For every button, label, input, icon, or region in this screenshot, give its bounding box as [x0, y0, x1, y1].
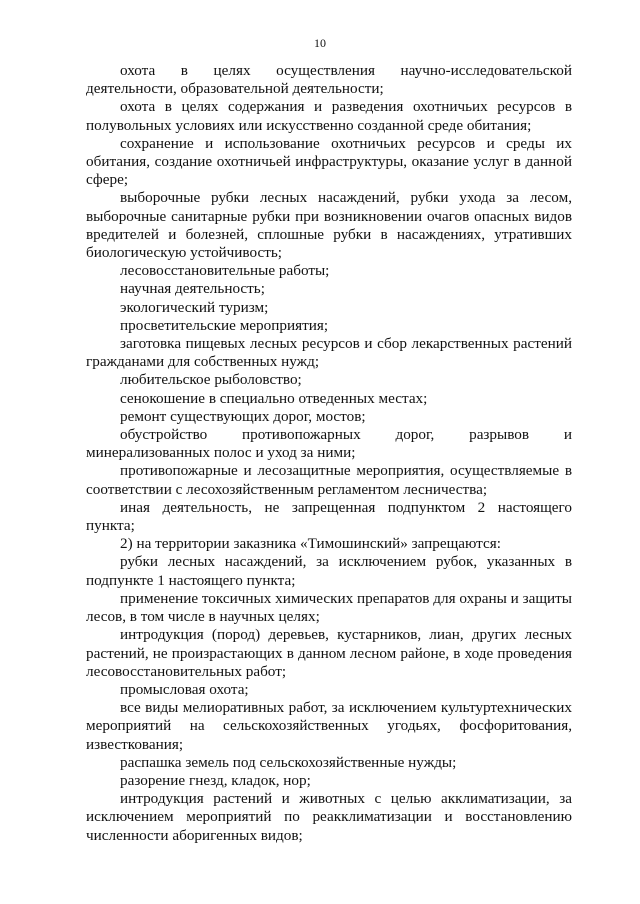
- paragraph: ремонт существующих дорог, мостов;: [120, 407, 366, 425]
- paragraph: рубки лесных насаждений, за исключением рубок, указанных в подпункте 1 настоящего пункта;: [86, 553, 572, 589]
- paragraph: интродукция (пород) деревьев, кустарников, лиан, других лесных растений, не произрастающих в данном лесном районе, в ходе проведения лесовосстановительных работ;: [86, 626, 572, 680]
- paragraph: экологический туризм;: [120, 298, 269, 316]
- paragraph: любительское рыболовство;: [120, 371, 302, 389]
- paragraph: сенокошение в специально отведенных местах;: [120, 389, 428, 407]
- paragraph: выборочные рубки лесных насаждений, рубки ухода за лесом, выборочные санитарные рубки при возникновении очагов опасных видов вредителей и болезней, сплошные рубки в насаждениях, утративших биологическую устойчивость;: [86, 189, 572, 262]
- paragraph: разорение гнезд, кладок, нор;: [120, 771, 311, 789]
- paragraph: охота в целях осуществления научно-исследовательской деятельности, образовательной деятельности;: [86, 62, 572, 98]
- paragraph: промысловая охота;: [120, 680, 249, 698]
- paragraph: противопожарные и лесозащитные мероприятия, осуществляемые в соответствии с лесохозяйственным регламентом лесничества;: [86, 462, 572, 498]
- paragraph: обустройство противопожарных дорог, разрывов и минерализованных полос и уход за ними;: [86, 426, 572, 462]
- paragraph: иная деятельность, не запрещенная подпунктом 2 настоящего пункта;: [86, 498, 572, 535]
- paragraph: применение токсичных химических препаратов для охраны и защиты лесов, в том числе в научных целях;: [86, 589, 572, 626]
- paragraph: распашка земель под сельскохозяйственные нужды;: [120, 753, 457, 771]
- document-body: [86, 62, 572, 845]
- paragraph: 2) на территории заказника «Тимошинский» запрещаются:: [120, 535, 501, 553]
- paragraph: научная деятельность;: [120, 280, 265, 298]
- paragraph: все виды мелиоративных работ, за исключением культуртехнических мероприятий на сельскохозяйственных угодьях, фосфоритования, известкования;: [86, 699, 572, 753]
- paragraph: лесовосстановительные работы;: [120, 262, 330, 280]
- paragraph: заготовка пищевых лесных ресурсов и сбор лекарственных растений гражданами для собственных нужд;: [86, 335, 572, 371]
- paragraph: просветительские мероприятия;: [120, 316, 329, 334]
- paragraph: охота в целях содержания и разведения охотничьих ресурсов в полувольных условиях или искусственно созданной среде обитания;: [86, 98, 572, 134]
- page-number: 10: [314, 36, 326, 50]
- paragraph: сохранение и использование охотничьих ресурсов и среды их обитания, создание охотничьей инфраструктуры, оказание услуг в данной сфере;: [86, 134, 572, 189]
- paragraph: интродукция растений и животных с целью акклиматизации, за исключением мероприятий по реакклиматизации и восстановлению численности аборигенных видов;: [86, 790, 572, 844]
